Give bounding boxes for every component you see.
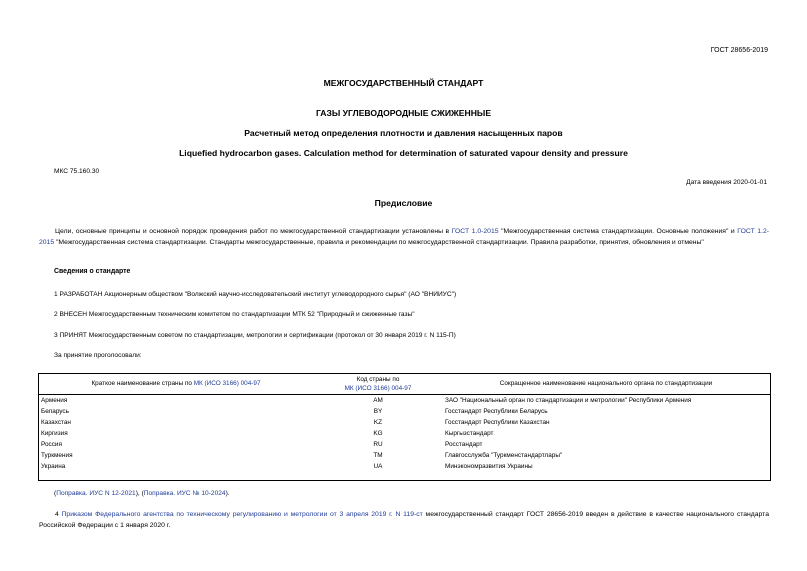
gost-1-2-link[interactable]: ГОСТ 1.2-2015 xyxy=(39,228,769,246)
table-row xyxy=(38,439,770,450)
table-row xyxy=(38,450,770,461)
header-code xyxy=(314,373,442,395)
cell-org: Главгосслужба "Туркменстандартлары" xyxy=(445,452,563,459)
table-row xyxy=(38,406,770,417)
cell-org: Росстандарт xyxy=(445,441,483,448)
intro-date: Дата введения 2020-01-01 xyxy=(686,179,767,186)
cell-code: RU xyxy=(373,441,383,448)
cell-org: Госстандарт Республики Беларусь xyxy=(445,408,548,415)
amend-close: ). xyxy=(225,490,230,497)
table-row xyxy=(38,417,770,428)
header-code-link[interactable]: МК (ИСО 3166) 004-97 xyxy=(344,384,412,392)
cell-code: UA xyxy=(373,463,383,470)
cell-country: Киргизия xyxy=(41,430,68,437)
item-4-num: 4 xyxy=(55,511,62,518)
amend-open: ( xyxy=(54,490,57,497)
voted-label: За принятие проголосовали: xyxy=(54,352,142,359)
cell-org: Госстандарт Республики Казахстан xyxy=(445,419,550,426)
amend-mid: ), ( xyxy=(135,490,144,497)
cell-country: Казахстан xyxy=(41,419,71,426)
cell-code: KZ xyxy=(373,419,383,426)
item-1: 1 РАЗРАБОТАН Акционерным обществом "Волжский научно-исследовательский институт углеводородного сырья" (АО "ВНИИУС") xyxy=(54,291,457,298)
document-title: ГАЗЫ УГЛЕВОДОРОДНЫЕ СЖИЖЕННЫЕ xyxy=(315,108,492,118)
document-title-en: Liquefied hydrocarbon gases. Calculation method for determination of saturated vapour density and pressure xyxy=(179,148,628,158)
cell-country: Беларусь xyxy=(41,408,69,415)
foreword-text-b: "Межгосударственная система стандартизации. Основные положения" и xyxy=(498,228,738,235)
cell-code: BY xyxy=(373,408,383,415)
foreword-paragraph xyxy=(39,227,769,248)
table-row xyxy=(38,395,770,407)
cell-country: Украина xyxy=(41,463,66,470)
item-4-text: межгосударственный стандарт ГОСТ 28656-2019 введен в действие в качестве национального стандарта Российской Федерации с 1 января 2020 г. xyxy=(39,511,769,529)
countries-table xyxy=(38,373,770,472)
document-subtitle: Расчетный метод определения плотности и давления насыщенных паров xyxy=(244,128,563,138)
order-link[interactable]: Приказом Федерального агентства по техническому регулированию и метрологии от 3 апреля 2019 г. N 119-ст xyxy=(61,511,423,518)
standard-category: МЕЖГОСУДАРСТВЕННЫЙ СТАНДАРТ xyxy=(323,78,484,88)
header-country-text: Краткое наименование страны по xyxy=(91,380,194,387)
document-code: ГОСТ 28656-2019 xyxy=(710,47,768,54)
header-country-link[interactable]: МК (ИСО 3166) 004-97 xyxy=(193,380,261,387)
table-header-row xyxy=(38,373,770,395)
amendment-2021-link[interactable]: Поправка. ИУС N 12-2021 xyxy=(56,490,136,497)
cell-org: Минэкономразвития Украины xyxy=(445,463,533,470)
cell-country: Туркмения xyxy=(41,452,73,459)
cell-code: AM xyxy=(373,397,383,404)
foreword-text-c: "Межгосударственная система стандартизации. Стандарты межгосударственные, правила и рекомендации по межгосударственной стандартизации. Правила разработки, принятия, обновления и отмены" xyxy=(54,238,704,246)
gost-1-0-link[interactable]: ГОСТ 1.0-2015 xyxy=(451,228,499,235)
mks-code: МКС 75.160.30 xyxy=(54,168,100,175)
info-heading: Сведения о стандарте xyxy=(54,268,131,275)
item-2: 2 ВНЕСЕН Межгосударственным техническим комитетом по стандартизации МТК 52 "Природный и сжиженные газы" xyxy=(54,311,415,318)
amendments-line xyxy=(54,490,230,497)
header-country xyxy=(38,373,314,395)
cell-country: Армения xyxy=(41,397,68,404)
cell-code: TM xyxy=(373,452,383,459)
amendment-2024-link[interactable]: Поправка. ИУС № 10-2024 xyxy=(143,490,226,497)
cell-org: Кыргызстандарт xyxy=(445,430,494,437)
cell-country: Россия xyxy=(41,441,62,448)
table-row xyxy=(38,461,770,472)
header-org: Сокращенное наименование национального органа по стандартизации xyxy=(442,373,770,395)
cell-org: ЗАО "Национальный орган по стандартизации и метрологии" Республики Армения xyxy=(445,397,692,404)
foreword-text-a: Цели, основные принципы и основной порядок проведения работ по межгосударственной стандартизации установлены в xyxy=(55,228,452,235)
header-code-text: Код страны по xyxy=(356,375,400,383)
foreword-heading: Предисловие xyxy=(374,198,433,208)
item-4 xyxy=(39,510,769,531)
item-3: 3 ПРИНЯТ Межгосударственным советом по стандартизации, метрологии и сертификации (протокол от 30 января 2019 г. N 115-П) xyxy=(54,332,456,339)
cell-code: KG xyxy=(373,430,383,437)
table-row xyxy=(38,428,770,439)
